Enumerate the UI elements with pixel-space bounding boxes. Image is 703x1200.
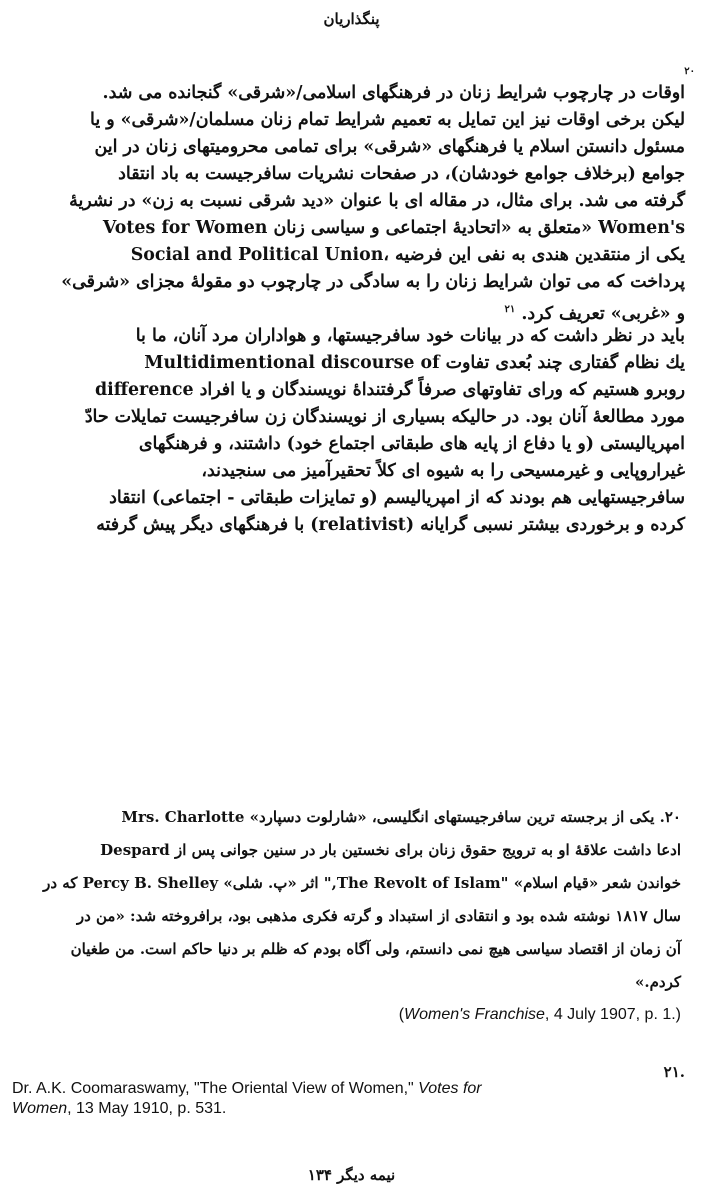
page-footer: نیمه دیگر ۱۳۴ [307,1166,396,1184]
footnote-marker-21: ۲۱ [504,304,516,315]
footnote-20-line-4: سال ۱۸۱۷ نوشته شده بود و انتقادی از استبداد و گرته فکری مذهبی بود، برافروخته شد: «من در [76,907,681,925]
body-line-2: لیکن برخی اوقات نیز این تمایل به تعمیم شرایط تمام زنان مسلمان/«شرقی» و یا [90,110,685,130]
body-line-10: باید در نظر داشت که در بیانات خود سافرجیستها، و هواداران مرد آنان، ما با [135,326,685,346]
body-line-16: سافرجیستهایی هم بودند که از امپریالیسم (و تمایزات طبقاتی - اجتماعی) انتقاد [109,488,685,508]
footnote-21-text-2: , 13 May 1910, p. 531. [67,1100,227,1117]
body-line-17: کرده و برخوردی بیشتر نسبی گرایانه (relativist) با فرهنگهای دیگر پیش گرفته [96,515,685,535]
body-line-6: Votes for Women متعلق به «اتحادیهٔ اجتماعی و سیاسی زنان» Women's [102,218,685,238]
body-line-14: امپریالیستی (و یا دفاع از پایه های طبقاتی اجتماع خود) داشتند، و فرهنگهای [138,434,685,454]
body-line-4: جوامع (برخلاف جوامع خودشان)، در صفحات نشریات سافرجیست به باد انتقاد [118,164,685,184]
footnote-20-line-6: کردم.» [635,973,681,991]
body-line-12: difference روبرو هستیم که ورای تفاوتهای صرفاً گرفتنداهٔ نویسندگان و یا افراد [94,380,685,400]
body-line-7: Social and Political Union، یکی از منتقدین هندی به نفی این فرضیه [130,245,685,265]
body-line-15: غیراروپایی و غیرمسیحی را به شیوه ای کلاً تحقیرآمیز می سنجیدند، [201,461,685,481]
footnote-21-text-1: Dr. A.K. Coomaraswamy, "The Oriental View of Women," [12,1080,419,1097]
footnote-20-line-1: ۲۰. یکی از برجسته ترین سافرجیستهای انگلیسی، «شارلوت دسپارد» Mrs. Charlotte [121,808,681,826]
footnote-20-line-3: خواندن شعر «قیام اسلام» "The Revolt of Islam," اثر «پ. شلی» Percy B. Shelley که در [43,874,681,892]
citation-title: Women's Franchise [404,1006,545,1023]
body-line-8: پرداخت که می توان شرایط زنان را به سادگی در چارچوب دو مقولهٔ مجزای «شرقی» [61,272,685,292]
body-line-11: یك نظام گفتاری چند بُعدی تفاوت Multidimentional discourse of [144,353,685,373]
footnote-21-line-2 [12,1100,226,1118]
citation-open: ( [398,1006,405,1023]
footnote-20-line-2: Despard ادعا داشت علاقهٔ او به ترویج حقوق زنان برای نخستین بار در سنین جوانی پس از [100,841,681,859]
footnote-21-line-1 [12,1080,482,1098]
body-line-9-text: و «غربی» تعریف کرد. [521,303,685,324]
footnote-21-italic-1: Votes for [418,1080,482,1097]
footnote-20-citation [399,1006,681,1024]
body-line-13: مورد مطالعهٔ آنان بود. در حالیکه بسیاری از نویسندگان زن سافرجیست تمایلات حادّ [84,407,685,427]
footnote-marker-20: ۲۰ [684,66,695,77]
footnote-20-line-5: آن زمان از اقتصاد سیاسی هیچ نمی دانستم، ولی آگاه بودم که ظلم بر دنیا حاکم است. من طغیان [70,940,681,958]
footnote-21-italic-2: Women [12,1100,68,1117]
running-header: پنگذاریان [323,10,380,28]
body-line-3: مسئول دانستن اسلام یا فرهنگهای «شرقی» برای تمامی محرومیتهای زنان در این [94,137,685,157]
citation-rest: , 4 July 1907, p. 1.) [544,1006,681,1023]
body-line-1: اوقات در چارچوب شرایط زنان در فرهنگهای اسلامی/«شرقی» گنجانده می شد. [102,83,685,103]
body-line-5: گرفته می شد. برای مثال، در مقاله ای با عنوان «دید شرقی نسبت به زن» در نشریهٔ [69,191,685,211]
footnote-21-number: ۲۱. [663,1063,685,1081]
